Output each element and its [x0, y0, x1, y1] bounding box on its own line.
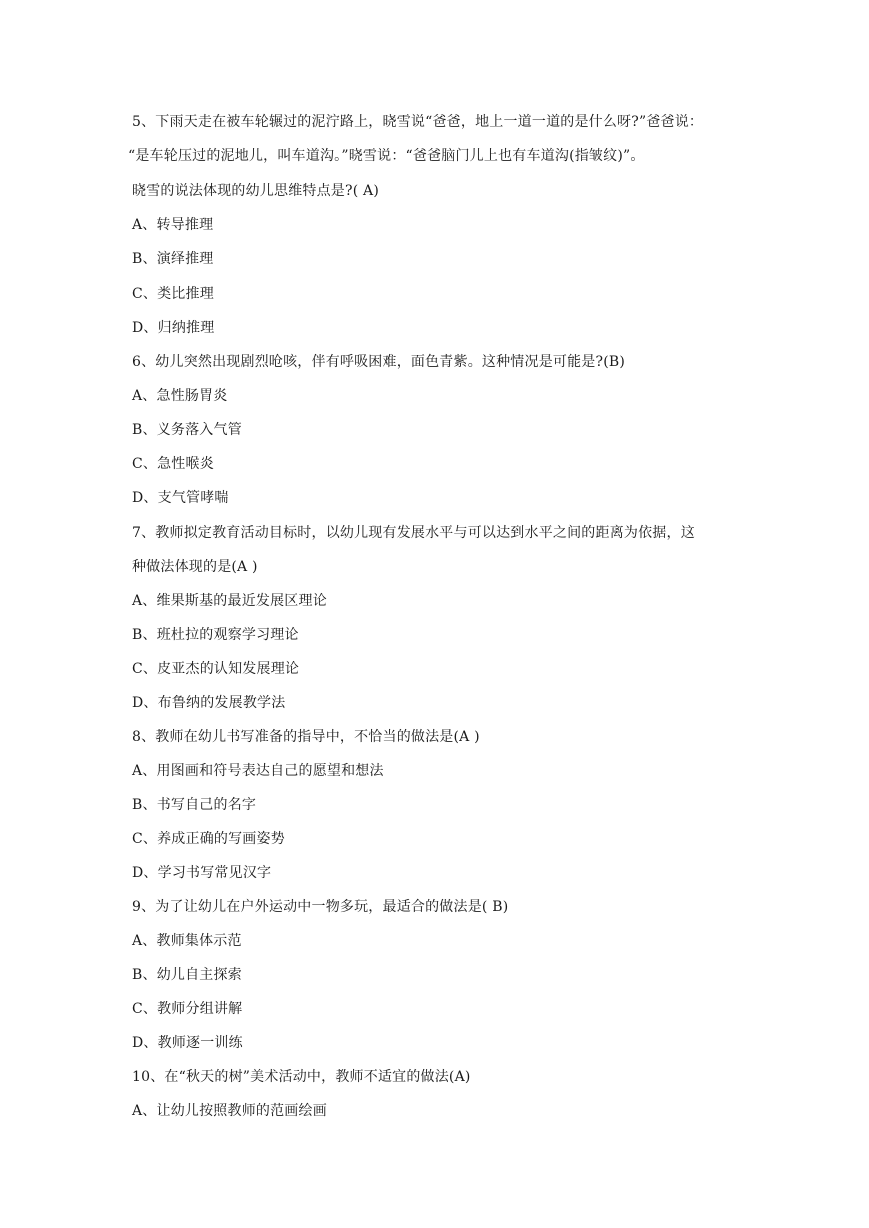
question-9-option-a: A、教师集体示范 [132, 933, 242, 949]
question-6-stem: 6、幼儿突然出现剧烈呛咳，伴有呼吸困难，面色青紫。这种情况是可能是?(B) [132, 354, 626, 370]
question-5-stem-line-1: 5、下雨天走在被车轮辗过的泥泞路上，晓雪说“爸爸，地上一道一道的是什么呀?”爸爸说： [132, 114, 704, 130]
question-7-option-a: A、维果斯基的最近发展区理论 [132, 593, 327, 609]
question-9-option-b: B、幼儿自主探索 [132, 967, 242, 983]
question-6-option-b: B、义务落入气管 [132, 422, 242, 438]
question-6-option-d: D、支气管哮喘 [132, 490, 229, 506]
question-5-option-d: D、归纳推理 [132, 320, 215, 336]
question-5-option-c: C、类比推理 [132, 286, 214, 302]
question-7-option-c: C、皮亚杰的认知发展理论 [132, 661, 300, 677]
question-8-option-a: A、用图画和符号表达自己的愿望和想法 [132, 763, 384, 779]
question-10-stem: 10、在“秋天的树”美术活动中，教师不适宜的做法(A) [132, 1069, 471, 1085]
question-8-option-d: D、学习书写常见汉字 [132, 865, 272, 881]
question-7-option-b: B、班杜拉的观察学习理论 [132, 627, 299, 643]
question-8-option-c: C、养成正确的写画姿势 [132, 831, 285, 847]
question-6-option-a: A、急性肠胃炎 [132, 388, 228, 404]
question-8-option-b: B、书写自己的名字 [132, 797, 257, 813]
question-7-stem-line-1: 7、教师拟定教育活动目标时，以幼儿现有发展水平与可以达到水平之间的距离为依据，这 [132, 525, 695, 541]
question-5-option-a: A、转导推理 [132, 217, 214, 233]
question-9-option-c: C、教师分组讲解 [132, 1001, 243, 1017]
question-7-option-d: D、布鲁纳的发展教学法 [132, 695, 286, 711]
question-5-stem-line-2: “是车轮压过的泥地儿，叫车道沟。”晓雪说：“爸爸脑门儿上也有车道沟(指皱纹)”。 [128, 148, 645, 164]
question-5-stem-line-3: 晓雪的说法体现的幼儿思维特点是?( A) [132, 183, 379, 199]
question-6-option-c: C、急性喉炎 [132, 456, 214, 472]
question-9-option-d: D、教师逐一训练 [132, 1035, 243, 1051]
question-7-stem-line-2: 种做法体现的是(A ) [132, 559, 258, 575]
question-9-stem: 9、为了让幼儿在户外运动中一物多玩，最适合的做法是( B) [132, 899, 509, 915]
question-10-option-a: A、让幼儿按照教师的范画绘画 [132, 1103, 327, 1119]
question-5-option-b: B、演绎推理 [132, 251, 214, 267]
question-8-stem: 8、教师在幼儿书写准备的指导中，不恰当的做法是(A ) [132, 729, 480, 745]
